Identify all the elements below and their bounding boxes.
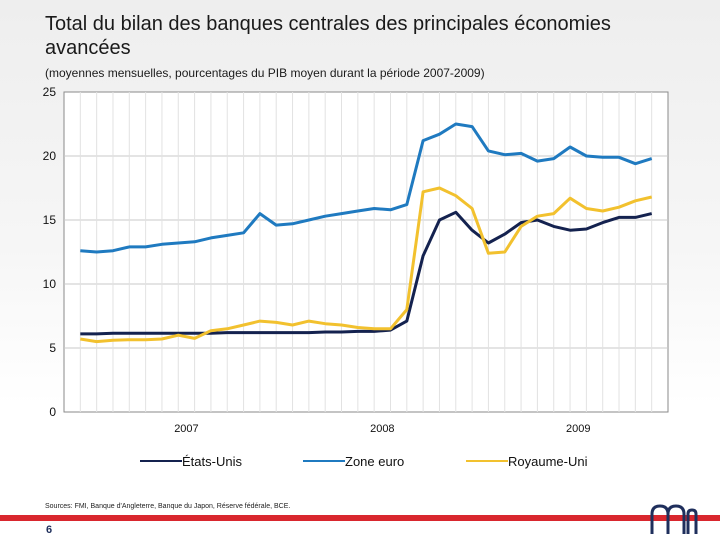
chart-subtitle: (moyennes mensuelles, pourcentages du PIB moyen durant la période 2007-2009) [45,66,485,80]
chart-title: Total du bilan des banques centrales des principales économies avancées [45,13,611,59]
logo-arch-middle [668,506,684,534]
source-note: Sources: FMI, Banque d'Angleterre, Banque du Japon, Réserve fédérale, BCE. [45,503,291,510]
legend-label-royaume-uni: Royaume-Uni [508,453,588,469]
logo-arch-right [688,510,696,534]
x-axis [174,423,590,435]
legend-item-royaume-uni [466,452,587,470]
legend-swatch-etats-unis [140,460,182,462]
y-tick-label: 5 [49,341,56,355]
y-tick-label: 20 [42,149,56,163]
x-tick-label: 2009 [565,423,591,435]
legend-item-etats-unis [140,452,242,470]
legend-label-zone-euro: Zone euro [345,453,405,469]
logo-arch-left [652,506,668,534]
bis-logo [648,500,700,536]
page-number: 6 [46,524,53,536]
legend-swatch-zone-euro [303,460,345,462]
footer-bar [0,515,720,521]
y-tick-label: 15 [42,213,56,227]
y-axis [43,85,57,419]
plot-area [64,92,668,412]
y-tick-label: 0 [49,405,56,419]
x-tick-label: 2008 [370,423,395,435]
y-tick-label: 10 [42,277,56,291]
legend [140,452,660,470]
legend-item-zone-euro [303,452,404,470]
y-tick-label: 25 [42,85,56,99]
x-tick-label: 2007 [174,423,199,435]
legend-swatch-royaume-uni [466,460,508,462]
legend-label-etats-unis: États-Unis [182,453,242,469]
